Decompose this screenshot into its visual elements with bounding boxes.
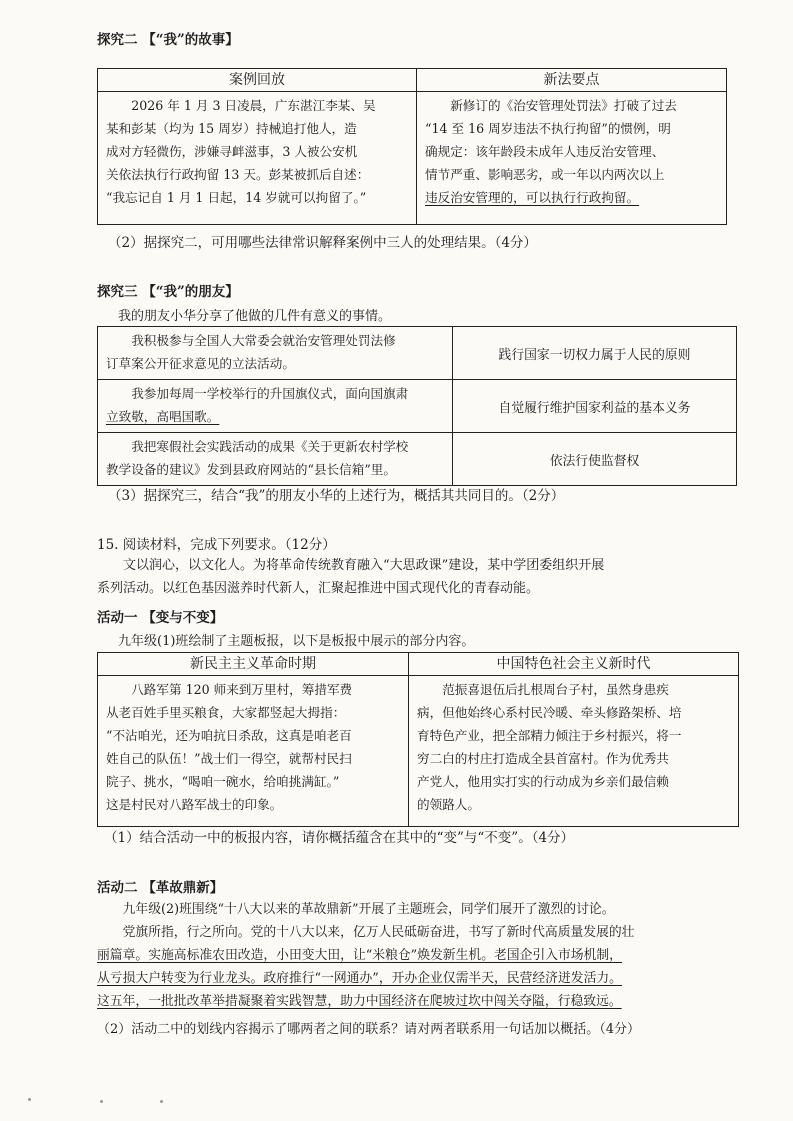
- law-line: 确规定：该年龄段未成年人违反治安管理、: [425, 144, 665, 159]
- friend-meaning-cell: 践行国家一切权力属于人民的原则: [453, 327, 737, 380]
- law-cell: [417, 92, 727, 225]
- activity2-underlined-line: 丽篇章。实施高标准农田改造，小田变大田，让“米粮仓”焕发新生机。老国企引入市场机制，: [97, 948, 622, 963]
- section3-intro: 我的朋友小华分享了他做的几件有意义的事情。: [118, 309, 392, 324]
- case-column-header: 案例回放: [98, 69, 417, 92]
- activity2-text: [97, 898, 757, 1013]
- activity2-question: （2）活动二中的划线内容揭示了哪两者之间的联系？请对两者联系用一句话加以概括。（4分）: [97, 1022, 641, 1037]
- new-era-line: 的领路人。: [417, 797, 480, 812]
- friend-action-cell: [98, 380, 453, 433]
- case-line: 某和彭某（均为 15 周岁）持械追打他人，造: [106, 121, 357, 136]
- new-era-line: 产党人，他用实打实的行动成为乡亲们最信赖: [417, 774, 669, 789]
- era-revolution-header: 新民主主义革命时期: [98, 653, 409, 676]
- activity2-underlined-line: 从亏损大户转变为行业龙头。政府推行“一网通办”，开办企业仅需半天，民营经济迸发活力。: [97, 971, 622, 986]
- law-line: 违反治安管理的，可以执行行政拘留。: [425, 190, 640, 205]
- scan-speck: [28, 1098, 31, 1101]
- revolution-line: 这是村民对八路军战士的印象。: [106, 797, 283, 812]
- era-new-header: 中国特色社会主义新时代: [409, 653, 739, 676]
- friend-meaning-cell: 自觉履行维护国家利益的基本义务: [453, 380, 737, 433]
- friend-action-cell: [98, 433, 453, 486]
- section3-heading: 探究三 【“我”的朋友】: [97, 284, 239, 300]
- friend-action-line: 订草案公开征求意见的立法活动。: [106, 356, 295, 371]
- law-column-header: 新法要点: [417, 69, 727, 92]
- case-cell: [98, 92, 417, 225]
- q15-intro: [97, 554, 747, 600]
- activity2-heading: 活动二 【革故鼎新】: [97, 880, 224, 896]
- q15-title: 15. 阅读材料，完成下列要求。（12分）: [97, 537, 336, 553]
- scan-speck: [100, 1100, 103, 1103]
- friend-action-line: 我参加每周一学校举行的升国旗仪式，面向国旗肃: [131, 386, 409, 401]
- law-line: 新修订的《治安管理处罚法》打破了过去: [450, 98, 677, 113]
- section2-heading: 探究二 【“我”的故事】: [97, 32, 239, 48]
- activity1-heading: 活动一 【变与不变】: [97, 610, 224, 626]
- case-line: 成对方轻微伤，涉嫌寻衅滋事，3 人被公安机: [106, 144, 358, 159]
- activity2-underlined-line: 这五年，一批批改革举措凝聚着实践智慧，助力中国经济在爬坡过坎中闯关夺隘，行稳致远。: [97, 994, 622, 1009]
- question-2: （2）据探究二，可用哪些法律常识解释案例中三人的处理结果。（4分）: [108, 235, 537, 251]
- revolution-line: “不沾咱光，还为咱抗日杀敌，这真是咱老百: [106, 728, 352, 743]
- scan-speck: [160, 1100, 163, 1103]
- case-line: 2026 年 1 月 3 日凌晨，广东湛江李某、吴: [131, 98, 376, 113]
- friend-action-line: 我积极参与全国人大常委会就治安管理处罚法修: [131, 333, 396, 348]
- law-line: 情节严重、影响恶劣，或一年以内两次以上: [425, 167, 665, 182]
- friend-action-cell: [98, 327, 453, 380]
- new-era-story-cell: [409, 676, 739, 827]
- new-era-line: 穷二白的村庄打造成全县首富村。作为优秀共: [417, 751, 669, 766]
- revolution-story-cell: [98, 676, 409, 827]
- activity2-line: 九年级(2)班围绕“十八大以来的革故鼎新”开展了主题班会，同学们展开了激烈的讨论。: [122, 902, 615, 917]
- new-era-line: 育特色产业，把全部精力倾注于乡村振兴，将一: [417, 728, 682, 743]
- activity1-intro: 九年级(1)班绘制了主题板报，以下是板报中展示的部分内容。: [118, 634, 475, 649]
- activity1-question: （1）结合活动一中的板报内容，请你概括蕴含在其中的“变”与“不变”。（4分）: [104, 830, 575, 846]
- new-era-line: 范振喜退伍后扎根周台子村，虽然身患疾: [442, 682, 669, 697]
- q15-intro-line: 系列活动。以红色基因滋养时代新人，汇聚起推进中国式现代化的青春动能。: [97, 581, 540, 596]
- friend-action-line: 我把寒假社会实践活动的成果《关于更新农村学校: [131, 439, 409, 454]
- q15-intro-line: 文以润心，以文化人。为将革命传统教育融入“大思政课”建设，某中学团委组织开展: [123, 558, 605, 573]
- board-table: [97, 652, 739, 827]
- revolution-line: 从老百姓手里买粮食，大家都竖起大拇指：: [106, 705, 346, 720]
- revolution-line: 姓自己的队伍！”战士们一得空，就帮村民扫: [106, 751, 352, 766]
- friend-meaning-cell: 依法行使监督权: [453, 433, 737, 486]
- law-line: “14 至 16 周岁违法不执行拘留”的惯例，明: [425, 121, 671, 136]
- case-line: “我忘记自 1 月 1 日起，14 岁就可以拘留了。”: [106, 190, 367, 205]
- activity2-line: 党旗所指，行之所向。党的十八大以来，亿万人民砥砺奋进，书写了新时代高质量发展的壮: [122, 925, 635, 940]
- revolution-line: 院子、挑水，“喝咱一碗水，给咱挑满缸。”: [106, 774, 340, 789]
- friend-action-line: 教学设备的建议》发到县政府网站的“县长信箱”里。: [106, 462, 396, 477]
- revolution-line: 八路军第 120 师来到万里村，筹措军费: [131, 682, 353, 697]
- friend-table: [97, 326, 737, 486]
- question-3: （3）据探究三，结合“我”的朋友小华的上述行为，概括其共同目的。（2分）: [108, 488, 565, 504]
- new-era-line: 病，但他始终心系村民冷暖、牵头修路架桥、培: [417, 705, 682, 720]
- case-line: 关依法执行行政拘留 13 天。彭某被抓后自述：: [106, 167, 370, 182]
- case-table: [97, 68, 727, 225]
- friend-action-line: 立致敬，高唱国歌。: [106, 409, 220, 424]
